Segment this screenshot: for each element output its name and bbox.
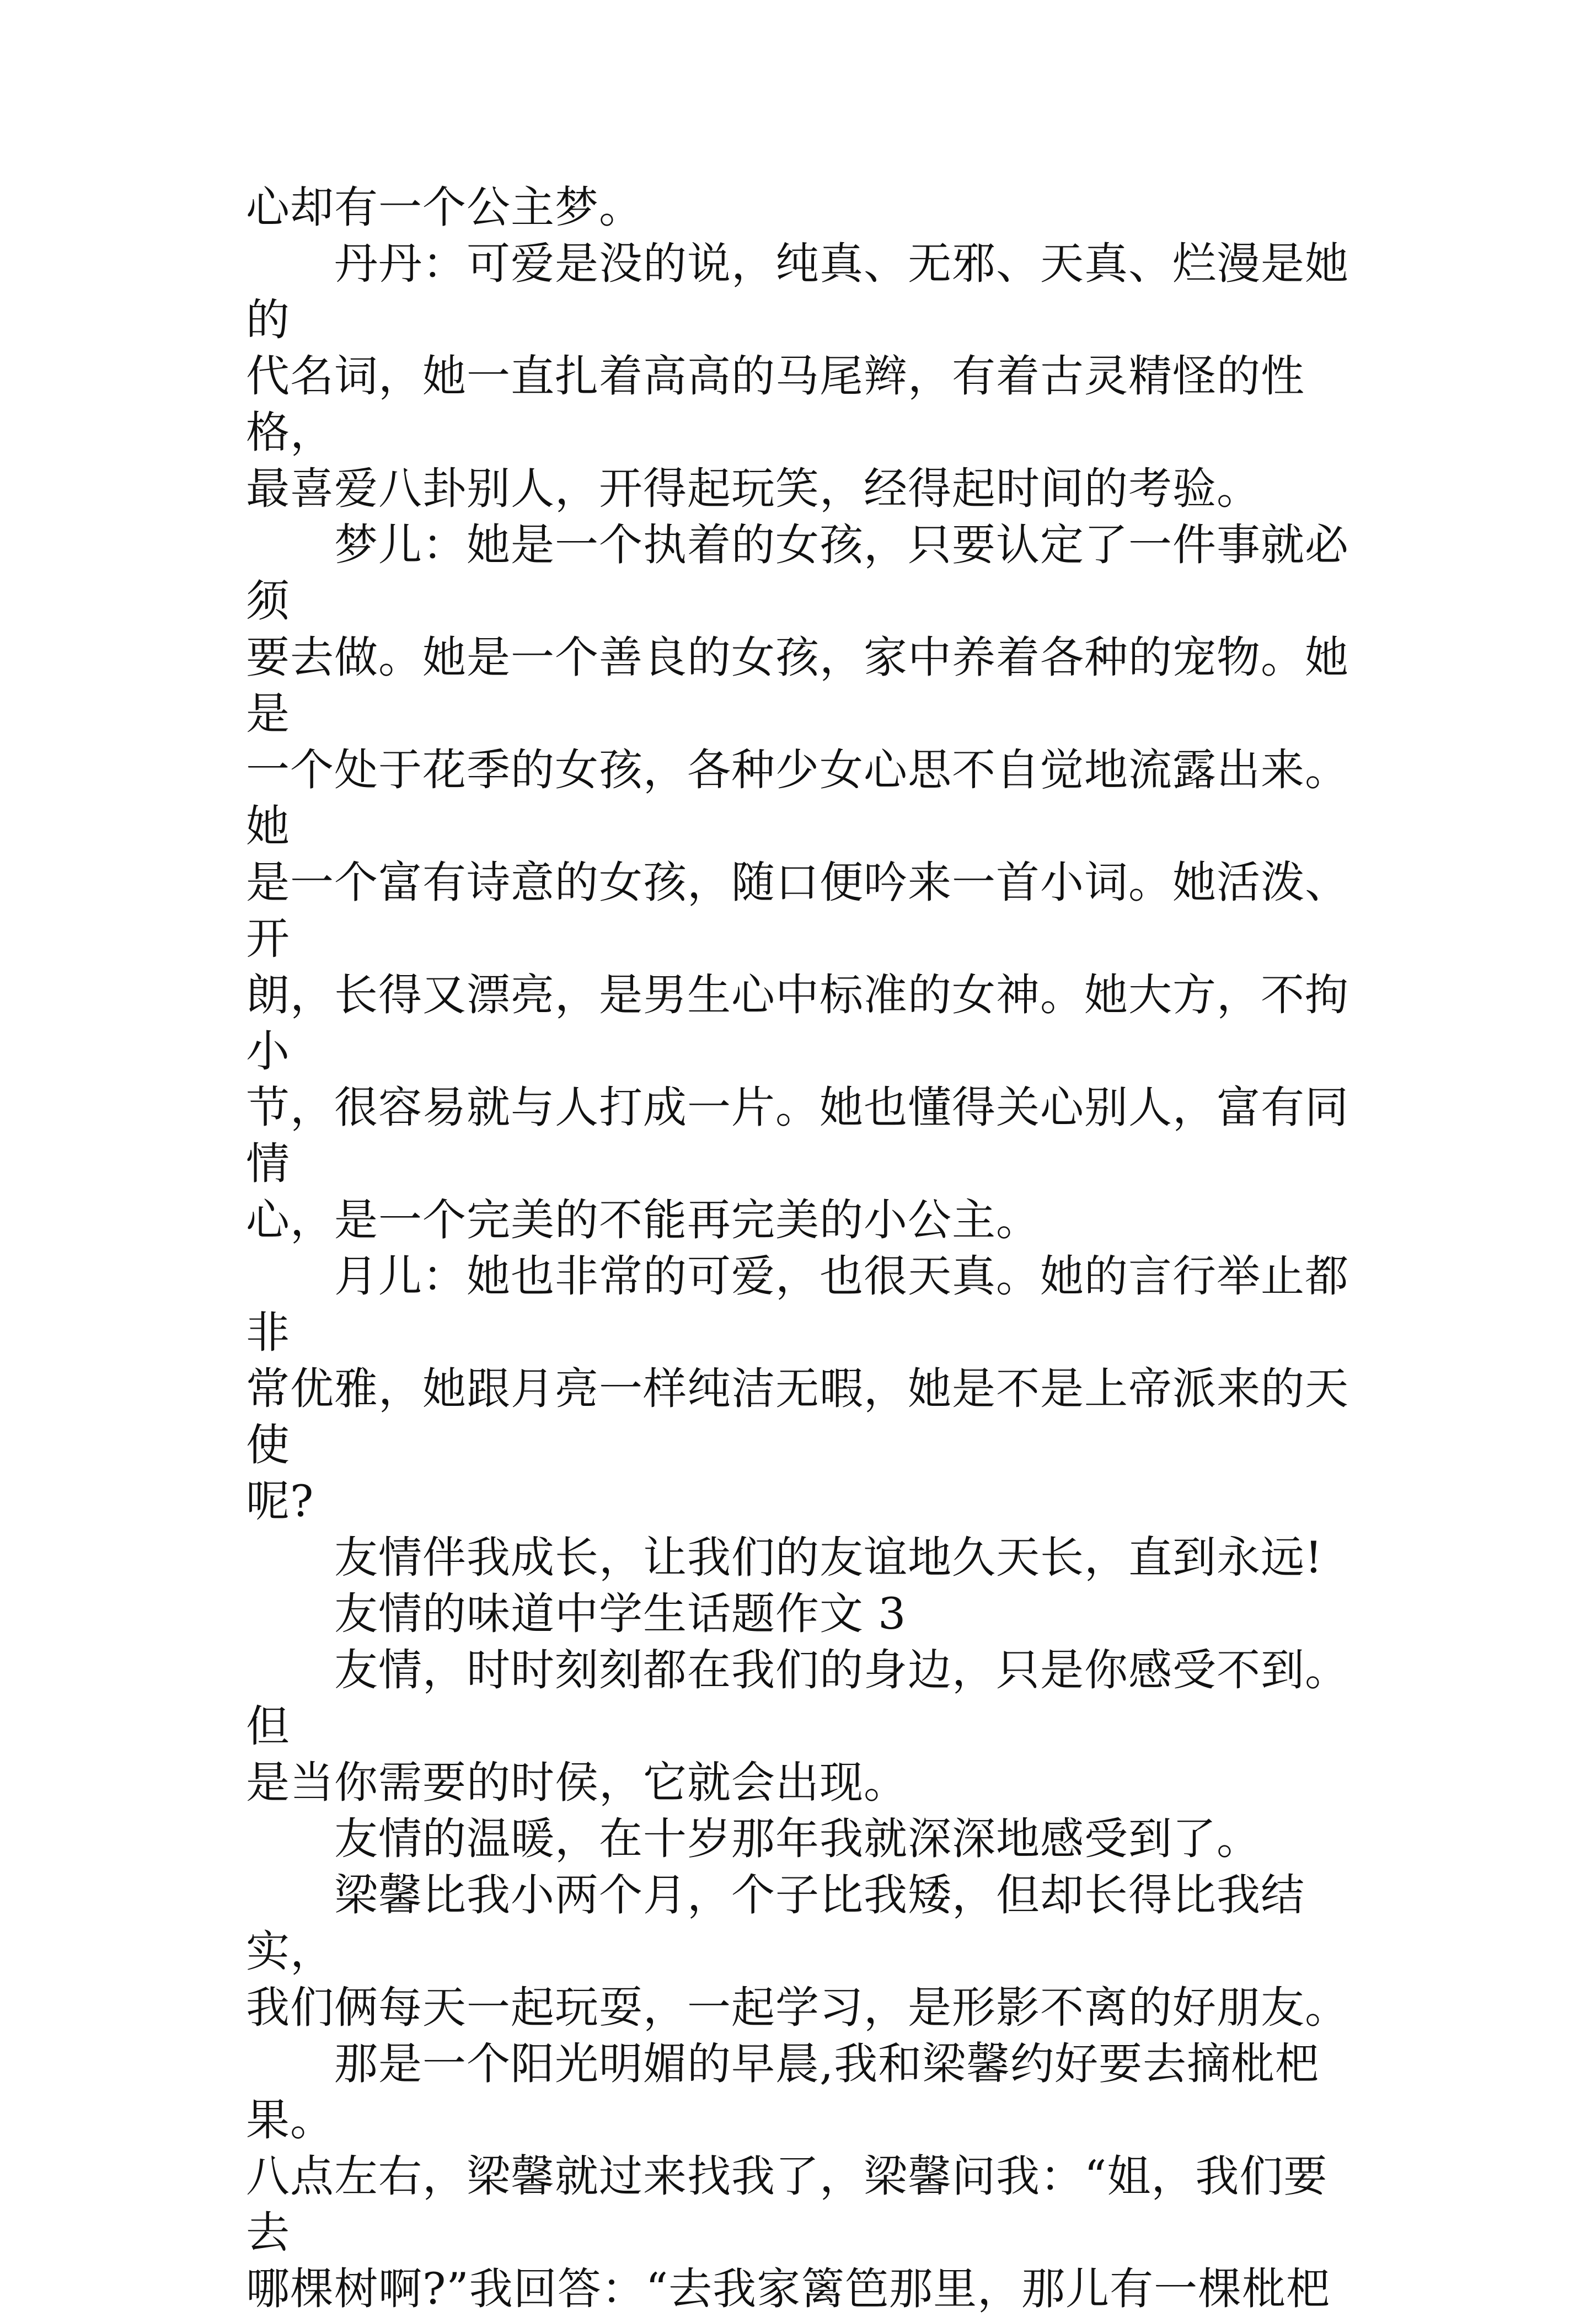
document-body	[246, 179, 1354, 2317]
section-heading: 友情的味道中学生话题作文 3	[246, 1588, 907, 1639]
paragraph: 友情，时时刻刻都在我们的身边，只是你感受不到。但 是当你需要的时侯，它就会出现。	[246, 1645, 1349, 1808]
paragraph: 那是一个阳光明媚的早晨,我和梁馨约好要去摘枇杷果。 八点左右，梁馨就过来找我了，梁馨问我：“姐，我们要去 哪棵树啊?”我回答：“去我家篱笆那里，那儿有一棵枇杷	[246, 2038, 1331, 2314]
paragraph: 心却有一个公主梦。	[246, 182, 643, 233]
paragraph: 月儿：她也非常的可爱，也很天真。她的言行举止都非 常优雅，她跟月亮一样纯洁无暇，她是不是上帝派来的天使 呢?	[246, 1251, 1349, 1527]
paragraph: 丹丹：可爱是没的说，纯真、无邪、天真、烂漫是她的 代名词，她一直扎着高高的马尾辫，有着古灵精怪的性格， 最喜爱八卦别人，开得起玩笑，经得起时间的考验。	[246, 238, 1349, 514]
paragraph: 友情的温暖，在十岁那年我就深深地感受到了。	[246, 1813, 1261, 1864]
paragraph: 梁馨比我小两个月，个子比我矮，但却长得比我结实， 我们俩每天一起玩耍，一起学习，是形影不离的好朋友。	[246, 1870, 1349, 2033]
paragraph: 友情伴我成长，让我们的友谊地久天长，直到永远!	[246, 1532, 1323, 1583]
paragraph: 梦儿：她是一个执着的女孩，只要认定了一件事就必须 要去做。她是一个善良的女孩，家中养着各种的宠物。她是 一个处于花季的女孩，各种少女心思不自觉地流露出来。她 是一个富有诗意的女孩，随口便吟来一首小词。她活泼、开 朗，长得又漂亮，是男生心中标准的女神。她大方，不拘小 节，很容易就与人打成一片。她也懂得关心别人，富有同情 心，是一个完美的不能再完美的小公主。	[246, 520, 1349, 1245]
